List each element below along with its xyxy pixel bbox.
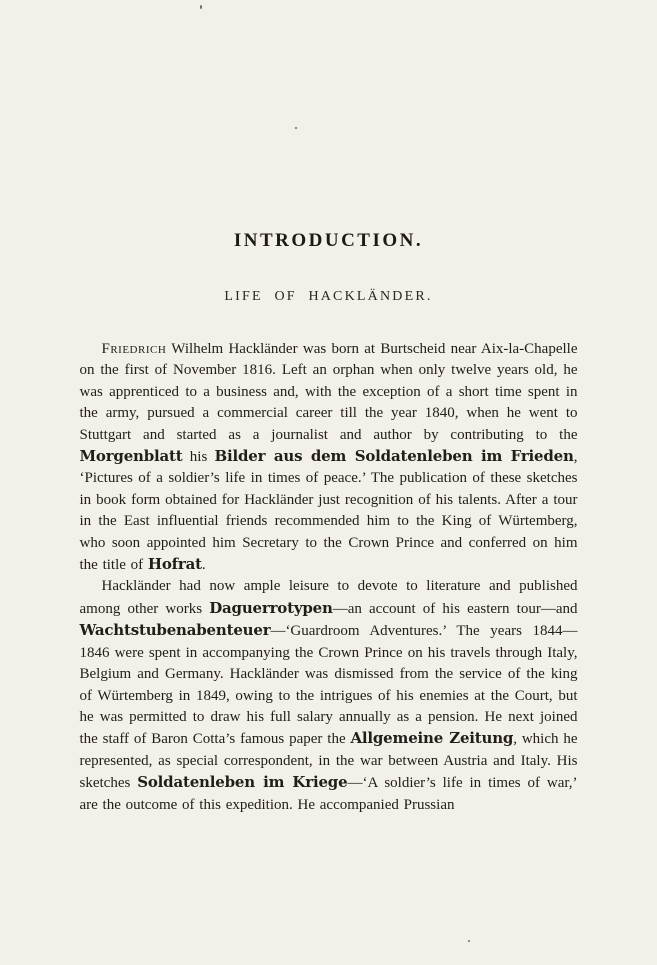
text-segment: Hackländer had now ample leisure to devote to literature and published among other works bbox=[79, 578, 578, 617]
text-segment: Wilhelm Hackländer was born at Burtscheid near Aix-la-Chapelle on the first of November 1816. Left an orphan when only twelve years old, he was apprenticed to a business and, with the exception of a short time spent in the army, pursued a commercial career till the year 1840, when he went to Stuttgart and started as a journalist and author by contributing to the bbox=[79, 341, 578, 443]
text-segment-smallcaps: Friedrich bbox=[101, 341, 167, 357]
text-segment-fraktur: Wachtstubenabenteuer bbox=[79, 621, 271, 640]
paragraph bbox=[80, 339, 578, 576]
text-segment: —an account of his eastern tour—and bbox=[332, 600, 578, 617]
text-segment-fraktur: Bilder aus dem Soldatenleben im Frieden bbox=[214, 447, 574, 466]
text-segment: . bbox=[201, 557, 206, 574]
scan-speck-icon bbox=[295, 127, 297, 129]
text-segment: , ‘Pictures of a soldier’s life in times of peace.’ The publication of these sketches in book form obtained for Hackländer just recognition of his talents. After a tour in the East influential friends recommended him to the King of Würtemberg, who soon appointed him Secretary to the Crown Prince and conferred on him the title of bbox=[79, 449, 578, 574]
scan-speck-icon bbox=[468, 940, 470, 942]
body-text bbox=[80, 339, 578, 816]
text-segment-fraktur: Soldatenleben im Kriege bbox=[137, 773, 348, 792]
scan-speck-icon bbox=[200, 5, 202, 9]
text-segment-fraktur: Hofrat bbox=[147, 555, 202, 574]
text-segment: —‘Guardroom Adventures.’ The years 1844—1846 were spent in accompanying the Crown Prince on his travels through Italy, Belgium and Germany. Hackländer was dismissed from the service of the king of Würtemberg in 1849, owing to the intrigues of his enemies at the Court, but he was permitted to draw his full salary annually as a pension. He next joined the staff of Baron Cotta’s famous paper the bbox=[79, 623, 578, 748]
text-segment-fraktur: Morgenblatt bbox=[79, 447, 183, 466]
page-content bbox=[80, 0, 578, 816]
text-segment: his bbox=[182, 449, 215, 466]
text-segment-fraktur: Allgemeine Zeitung bbox=[350, 729, 514, 748]
chapter-title: INTRODUCTION. bbox=[233, 230, 424, 251]
text-segment: —‘A soldier’s life in times of war,’ are the outcome of this expedition. He accompanied Prussian bbox=[79, 775, 578, 813]
section-heading: LIFE OF HACKLÄNDER. bbox=[224, 289, 433, 304]
text-segment-fraktur: Daguerrotypen bbox=[209, 598, 333, 617]
text-segment: , which he represented, as special correspondent, in the war between Austria and Italy. His sketches bbox=[79, 731, 578, 792]
paragraph bbox=[80, 576, 578, 815]
